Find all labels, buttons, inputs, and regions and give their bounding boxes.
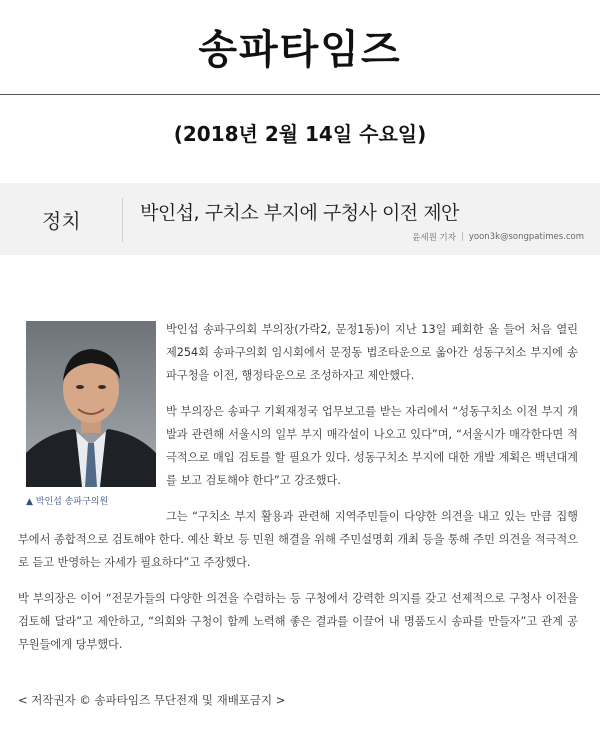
newspaper-title: 송파타임즈 <box>198 27 402 73</box>
reporter-name: 윤세원 기자 <box>412 233 456 243</box>
photo-caption: ▲ 박인섭 송파구의원 <box>26 497 109 507</box>
article-headline: 박인섭, 구치소 부지에 구청사 이전 제안 <box>140 202 459 224</box>
section-label: 정치 <box>42 209 81 233</box>
article-paragraph-2: 박 부의장은 송파구 기획재정국 업무보고를 받는 자리에서 “성동구치소 이전 부지 개발과 관련해 서울시의 일부 부지 매각설이 나오고 있다”며, “서울시가 매각한다면 적극적으로 매입 검토를 할 필요가 있다. 성동구치소 부지에 대한 개발 계획은 백년대계를 보고 검토해야 한다”고 강조했다. <box>166 405 578 487</box>
header-divider <box>122 198 123 242</box>
article-body <box>18 318 578 669</box>
reporter-email: yoon3k@songpatimes.com <box>468 232 584 242</box>
byline-separator: | <box>460 232 464 242</box>
article-paragraph-4: 박 부의장은 이어 “전문가들의 다양한 의견을 수렴하는 등 구청에서 강력한 의지를 갖고 선제적으로 구청사 이전을 검토해 달라”고 제안하고, “의회와 구청이 함께 노력해 좋은 결과를 이끌어 내 명품도시 송파를 만들자”고 관계 공무원들에게 당부했다. <box>18 592 578 651</box>
article-paragraph-3: 그는 “구치소 부지 활용과 관련해 지역주민들이 다양한 의견을 내고 있는 만큼 집행부에서 종합적으로 검토해야 한다. 예산 확보 등 민원 해결을 위해 주민설명회 개최 등을 통해 주민 의견을 적극적으로 듣고 반영하는 자세가 필요하다”고 주장했다. <box>18 510 578 569</box>
article-paragraph-1: 박인섭 송파구의회 부의장(가락2, 문정1동)이 지난 13일 폐회한 올 들어 처음 열린 제254회 송파구의회 임시회에서 문정동 법조타운으로 옮아간 성동구치소 부지에 송파구청을 이전, 행정타운으로 조성하자고 제안했다. <box>166 323 578 382</box>
copyright-notice: < 저작권자 © 송파타임즈 무단전재 및 재배포금지 > <box>18 693 286 707</box>
byline <box>412 231 584 243</box>
masthead <box>0 0 600 95</box>
issue-date: (2018년 2월 14일 수요일) <box>173 122 427 146</box>
